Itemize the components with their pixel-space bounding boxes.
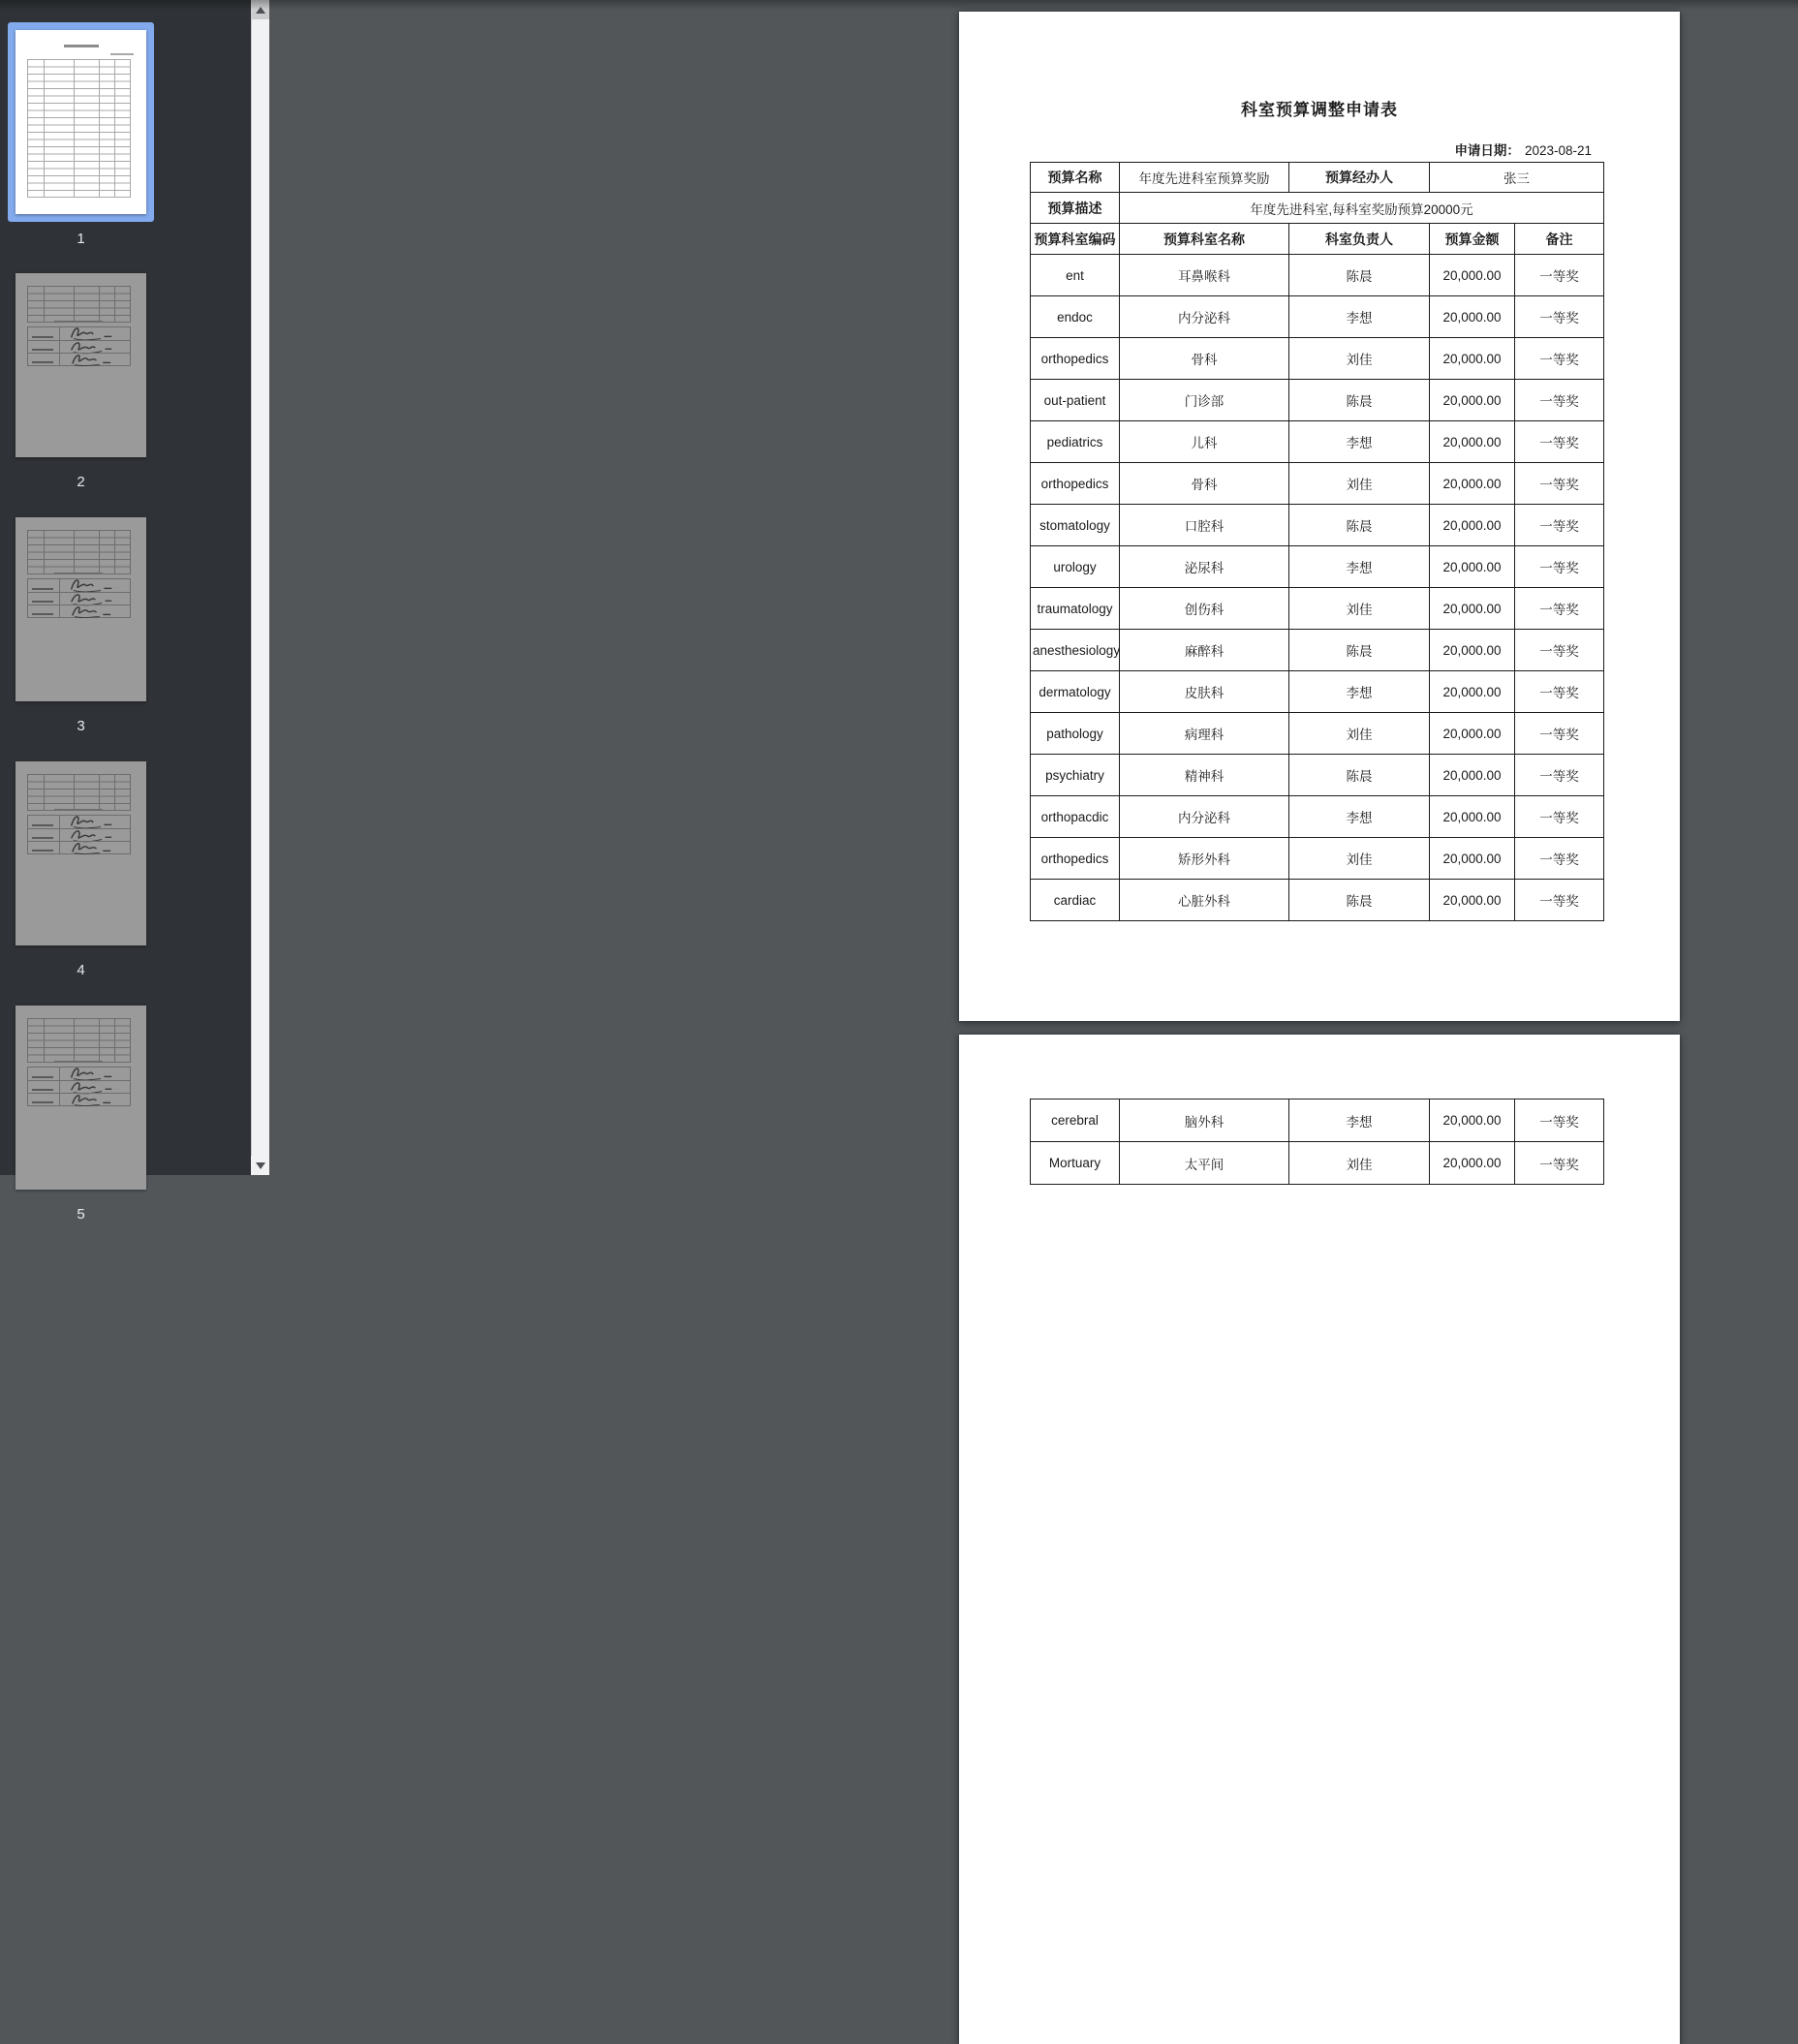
thumbnail-frame [16, 1006, 146, 1190]
mini-subheader-line [54, 1061, 103, 1063]
cell-dept-code: cerebral [1031, 1099, 1120, 1142]
table-row [1031, 546, 1604, 588]
budget-name-label: 预算名称 [1031, 163, 1120, 193]
table-row [1031, 630, 1604, 671]
budget-agent-value: 张三 [1430, 163, 1604, 193]
cell-dept-name: 脑外科 [1120, 1099, 1289, 1142]
cell-note: 一等奖 [1515, 255, 1604, 296]
cell-dept-code: urology [1031, 546, 1120, 588]
page-thumbnail[interactable] [16, 517, 146, 734]
table-row [1031, 588, 1604, 630]
table-row [1031, 880, 1604, 921]
signature-row [28, 1093, 130, 1105]
cell-owner: 陈晨 [1289, 880, 1430, 921]
cell-owner: 陈晨 [1289, 630, 1430, 671]
column-header: 备注 [1515, 224, 1604, 255]
cell-dept-code: orthopedics [1031, 463, 1120, 505]
page-number-label: 3 [77, 718, 85, 734]
cell-dept-name: 骨科 [1120, 338, 1289, 380]
cell-dept-code: orthopedics [1031, 338, 1120, 380]
table-row [1031, 755, 1604, 796]
date-value: 2023-08-21 [1524, 143, 1592, 158]
scroll-up-button[interactable] [251, 0, 269, 19]
cell-dept-code: cardiac [1031, 880, 1120, 921]
table-row [1031, 421, 1604, 463]
signature-scribble-icon [63, 1091, 121, 1108]
cell-dept-code: endoc [1031, 296, 1120, 338]
cell-dept-code: orthopacdic [1031, 796, 1120, 838]
signature-scribble-icon [63, 839, 121, 856]
cell-owner: 刘佳 [1289, 838, 1430, 880]
cell-dept-name: 精神科 [1120, 755, 1289, 796]
cell-owner: 陈晨 [1289, 505, 1430, 546]
table-row [1031, 713, 1604, 755]
page-thumbnail[interactable] [16, 761, 146, 978]
cell-note: 一等奖 [1515, 838, 1604, 880]
cell-owner: 陈晨 [1289, 255, 1430, 296]
mini-subheader-line [54, 573, 103, 574]
page-number-label: 5 [77, 1206, 85, 1223]
mini-subheader-line [54, 321, 103, 323]
cell-note: 一等奖 [1515, 338, 1604, 380]
cell-note: 一等奖 [1515, 588, 1604, 630]
cell-owner: 刘佳 [1289, 338, 1430, 380]
sidebar-scrollbar[interactable] [251, 0, 269, 1175]
mini-table [27, 286, 131, 323]
cell-amount: 20,000.00 [1430, 713, 1515, 755]
budget-table-continued [1030, 1099, 1604, 1185]
page-number-label: 4 [77, 962, 85, 978]
cell-amount: 20,000.00 [1430, 755, 1515, 796]
table-row [1031, 296, 1604, 338]
cell-owner: 李想 [1289, 796, 1430, 838]
cell-amount: 20,000.00 [1430, 505, 1515, 546]
budget-desc-row [1031, 193, 1604, 224]
table-row [1031, 255, 1604, 296]
pdf-page-2 [959, 1035, 1680, 2044]
cell-owner: 陈晨 [1289, 380, 1430, 421]
column-header: 预算科室名称 [1120, 224, 1289, 255]
cell-amount: 20,000.00 [1430, 338, 1515, 380]
table-row [1031, 1142, 1604, 1185]
page-number-label: 1 [77, 231, 85, 247]
cell-note: 一等奖 [1515, 546, 1604, 588]
cell-owner: 陈晨 [1289, 755, 1430, 796]
signature-scribble-icon [63, 603, 121, 620]
cell-owner: 李想 [1289, 1099, 1430, 1142]
thumbnail-page-preview [16, 273, 146, 457]
cell-dept-code: psychiatry [1031, 755, 1120, 796]
cell-dept-name: 内分泌科 [1120, 796, 1289, 838]
cell-amount: 20,000.00 [1430, 588, 1515, 630]
cell-dept-code: anesthesiology [1031, 630, 1120, 671]
mini-table [27, 530, 131, 574]
cell-amount: 20,000.00 [1430, 1142, 1515, 1185]
column-header: 预算科室编码 [1031, 224, 1120, 255]
arrow-up-icon [256, 7, 265, 14]
cell-dept-name: 门诊部 [1120, 380, 1289, 421]
cell-amount: 20,000.00 [1430, 421, 1515, 463]
page-number-label: 2 [77, 474, 85, 490]
cell-dept-name: 口腔科 [1120, 505, 1289, 546]
cell-owner: 李想 [1289, 671, 1430, 713]
cell-amount: 20,000.00 [1430, 296, 1515, 338]
cell-dept-code: ent [1031, 255, 1120, 296]
cell-note: 一等奖 [1515, 755, 1604, 796]
thumbnail-page-preview [16, 1006, 146, 1190]
cell-dept-name: 麻醉科 [1120, 630, 1289, 671]
table-row [1031, 838, 1604, 880]
cell-amount: 20,000.00 [1430, 463, 1515, 505]
cell-note: 一等奖 [1515, 1142, 1604, 1185]
thumbnail-frame [16, 761, 146, 945]
budget-name-value: 年度先进科室预算奖励 [1120, 163, 1289, 193]
cell-note: 一等奖 [1515, 380, 1604, 421]
cell-dept-code: pediatrics [1031, 421, 1120, 463]
thumbnail-page-preview [16, 30, 146, 214]
cell-note: 一等奖 [1515, 1099, 1604, 1142]
cell-dept-code: orthopedics [1031, 838, 1120, 880]
scroll-down-button[interactable] [251, 1156, 269, 1175]
cell-note: 一等奖 [1515, 296, 1604, 338]
budget-table [1030, 162, 1604, 921]
mini-title-line [64, 45, 99, 47]
cell-dept-name: 骨科 [1120, 463, 1289, 505]
table-row [1031, 380, 1604, 421]
cell-note: 一等奖 [1515, 421, 1604, 463]
cell-dept-name: 儿科 [1120, 421, 1289, 463]
mini-signature-block [27, 578, 131, 618]
cell-dept-code: out-patient [1031, 380, 1120, 421]
table-row [1031, 463, 1604, 505]
cell-amount: 20,000.00 [1430, 1099, 1515, 1142]
cell-dept-name: 矫形外科 [1120, 838, 1289, 880]
cell-amount: 20,000.00 [1430, 255, 1515, 296]
mini-table [27, 1018, 131, 1063]
cell-amount: 20,000.00 [1430, 630, 1515, 671]
signature-row [28, 604, 130, 617]
page-thumbnail[interactable] [16, 273, 146, 490]
signature-scribble-icon [63, 351, 121, 368]
table-row [1031, 796, 1604, 838]
column-header: 预算金额 [1430, 224, 1515, 255]
thumbnail-frame [16, 30, 146, 214]
mini-signature-block [27, 326, 131, 366]
application-date [1454, 143, 1592, 159]
cell-owner: 刘佳 [1289, 1142, 1430, 1185]
cell-owner: 李想 [1289, 296, 1430, 338]
budget-agent-label: 预算经办人 [1289, 163, 1430, 193]
pdf-page-1 [959, 12, 1680, 1021]
mini-subheader-line [54, 809, 103, 811]
table-row [1031, 1099, 1604, 1142]
table-row [1031, 671, 1604, 713]
thumbnail-frame [16, 273, 146, 457]
arrow-down-icon [256, 1162, 265, 1169]
cell-note: 一等奖 [1515, 880, 1604, 921]
cell-note: 一等奖 [1515, 630, 1604, 671]
budget-desc-value: 年度先进科室,每科室奖励预算20000元 [1120, 193, 1604, 224]
cell-amount: 20,000.00 [1430, 796, 1515, 838]
mini-date-line [110, 53, 134, 55]
cell-owner: 刘佳 [1289, 713, 1430, 755]
cell-dept-name: 耳鼻喉科 [1120, 255, 1289, 296]
cell-owner: 刘佳 [1289, 463, 1430, 505]
mini-signature-block [27, 815, 131, 854]
budget-desc-label: 预算描述 [1031, 193, 1120, 224]
mini-signature-block [27, 1067, 131, 1106]
cell-dept-name: 泌尿科 [1120, 546, 1289, 588]
signature-row [28, 841, 130, 853]
table-header-row [1031, 224, 1604, 255]
cell-dept-name: 皮肤科 [1120, 671, 1289, 713]
cell-dept-name: 病理科 [1120, 713, 1289, 755]
cell-dept-code: stomatology [1031, 505, 1120, 546]
scrollbar-thumb[interactable] [252, 19, 269, 1175]
cell-dept-name: 内分泌科 [1120, 296, 1289, 338]
mini-table [27, 774, 131, 811]
thumbnail-list [0, 0, 269, 1223]
date-label: 申请日期： [1454, 143, 1520, 158]
cell-note: 一等奖 [1515, 796, 1604, 838]
page-thumbnail[interactable] [16, 1006, 146, 1223]
cell-amount: 20,000.00 [1430, 380, 1515, 421]
mini-table [27, 59, 131, 198]
cell-dept-code: dermatology [1031, 671, 1120, 713]
cell-note: 一等奖 [1515, 713, 1604, 755]
cell-note: 一等奖 [1515, 463, 1604, 505]
cell-dept-name: 心脏外科 [1120, 880, 1289, 921]
thumbnail-sidebar [0, 0, 269, 1223]
cell-amount: 20,000.00 [1430, 671, 1515, 713]
cell-amount: 20,000.00 [1430, 546, 1515, 588]
budget-name-row [1031, 163, 1604, 193]
thumbnail-page-preview [16, 761, 146, 945]
thumbnail-frame [16, 517, 146, 701]
cell-amount: 20,000.00 [1430, 838, 1515, 880]
cell-note: 一等奖 [1515, 505, 1604, 546]
cell-owner: 刘佳 [1289, 588, 1430, 630]
thumbnail-page-preview [16, 517, 146, 701]
table-row [1031, 338, 1604, 380]
cell-dept-code: Mortuary [1031, 1142, 1120, 1185]
column-header: 科室负责人 [1289, 224, 1430, 255]
document-title: 科室预算调整申请表 [1241, 101, 1398, 119]
table-row [1031, 505, 1604, 546]
cell-dept-name: 创伤科 [1120, 588, 1289, 630]
cell-owner: 李想 [1289, 421, 1430, 463]
cell-dept-code: traumatology [1031, 588, 1120, 630]
page-thumbnail[interactable] [16, 30, 146, 247]
cell-note: 一等奖 [1515, 671, 1604, 713]
cell-amount: 20,000.00 [1430, 880, 1515, 921]
cell-owner: 李想 [1289, 546, 1430, 588]
signature-row [28, 353, 130, 365]
cell-dept-name: 太平间 [1120, 1142, 1289, 1185]
cell-dept-code: pathology [1031, 713, 1120, 755]
